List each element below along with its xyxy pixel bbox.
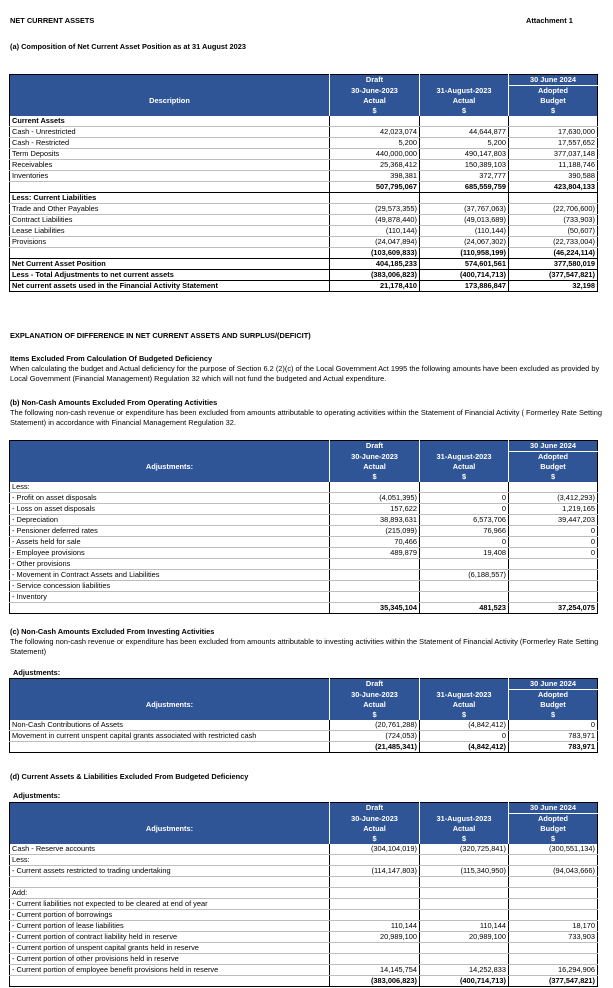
table-c-body (10, 720, 598, 753)
hdr-draft: Draft (330, 441, 420, 452)
row-value (509, 888, 598, 899)
row-value: 37,254,075 (509, 603, 598, 614)
hdr-actual1: Actual (330, 462, 420, 472)
table-row (10, 921, 598, 932)
table-row (10, 559, 598, 570)
hdr-actual2: Actual (420, 462, 509, 472)
row-value: (400,714,713) (420, 976, 509, 987)
row-value (330, 559, 420, 570)
row-value (420, 910, 509, 921)
section-c-adjustments-label: Adjustments: (13, 668, 61, 677)
row-value: (377,547,821) (509, 270, 598, 281)
table-b-header (10, 441, 598, 483)
row-label: - Pensioner deferred rates (10, 526, 330, 537)
table-row (10, 149, 598, 160)
attachment-label: Attachment 1 (526, 16, 573, 25)
row-value (330, 482, 420, 493)
table-row (10, 281, 598, 292)
hdr-col3: 30 June 2024 (509, 75, 598, 86)
row-value (330, 570, 420, 581)
row-value: 110,144 (420, 921, 509, 932)
row-label: - Other provisions (10, 559, 330, 570)
row-label: - Current liabilities not expected to be cleared at end of year (10, 899, 330, 910)
row-value (420, 899, 509, 910)
row-label: Cash - Reserve accounts (10, 844, 330, 855)
table-row (10, 237, 598, 248)
row-value: 490,147,803 (420, 149, 509, 160)
hdr-budget: Budget (509, 96, 598, 106)
hdr-col3: 30 June 2024 (509, 441, 598, 452)
row-label: - Assets held for sale (10, 537, 330, 548)
hdr-budget: Budget (509, 700, 598, 710)
table-row (10, 742, 598, 753)
hdr-draft: Draft (330, 803, 420, 814)
row-label (10, 248, 330, 259)
row-value: (49,013,689) (420, 215, 509, 226)
hdr-col2: 31-August-2023 (420, 452, 509, 463)
row-value: 0 (420, 493, 509, 504)
table-b-body (10, 482, 598, 614)
row-label: - Current portion of other provisions held in reserve (10, 954, 330, 965)
section-c-heading: (c) Non-Cash Amounts Excluded From Investing Activities (10, 627, 215, 636)
row-value (420, 888, 509, 899)
row-value (330, 592, 420, 603)
row-value: (29,573,355) (330, 204, 420, 215)
table-operating-adjustments (9, 440, 598, 614)
hdr-actual2: Actual (420, 96, 509, 106)
table-row (10, 226, 598, 237)
row-value: 0 (509, 537, 598, 548)
table-net-current-assets (9, 74, 598, 292)
row-value: 110,144 (330, 921, 420, 932)
table-a-body (10, 116, 598, 292)
hdr-adopted: Adopted (509, 690, 598, 701)
row-label: Current Assets (10, 116, 330, 127)
row-value: 377,580,019 (509, 259, 598, 270)
items-excluded-heading: Items Excluded From Calculation Of Budgeted Deficiency (10, 354, 213, 363)
hdr-col1: 30-June-2023 (330, 86, 420, 97)
row-value: 783,971 (509, 731, 598, 742)
hdr-draft: Draft (330, 679, 420, 690)
hdr-draft: Draft (330, 75, 420, 86)
hdr-adjustments: Adjustments: (10, 824, 330, 834)
row-value: 20,989,100 (330, 932, 420, 943)
table-row (10, 270, 598, 281)
row-value: 44,644,877 (420, 127, 509, 138)
hdr-col1: 30-June-2023 (330, 452, 420, 463)
row-value (420, 855, 509, 866)
table-row (10, 592, 598, 603)
row-value: 17,630,000 (509, 127, 598, 138)
row-value: (377,547,821) (509, 976, 598, 987)
row-label: Lease Liabilities (10, 226, 330, 237)
hdr-dollar3: $ (509, 834, 598, 844)
row-label: Receivables (10, 160, 330, 171)
row-label: - Profit on asset disposals (10, 493, 330, 504)
row-label: - Depreciation (10, 515, 330, 526)
row-value: 173,886,847 (420, 281, 509, 292)
row-value: 377,037,148 (509, 149, 598, 160)
row-value: 398,381 (330, 171, 420, 182)
row-value: (46,224,114) (509, 248, 598, 259)
row-value: (24,047,894) (330, 237, 420, 248)
table-investing-adjustments (9, 678, 598, 753)
row-value: 685,559,759 (420, 182, 509, 193)
hdr-dollar1: $ (330, 834, 420, 844)
row-value (330, 899, 420, 910)
row-value: (24,067,302) (420, 237, 509, 248)
row-value: 20,989,100 (420, 932, 509, 943)
row-value (509, 899, 598, 910)
row-value: (110,144) (420, 226, 509, 237)
hdr-actual2: Actual (420, 700, 509, 710)
row-label: - Loss on asset disposals (10, 504, 330, 515)
page-title: NET CURRENT ASSETS (10, 16, 95, 25)
row-value: 440,000,000 (330, 149, 420, 160)
row-value (509, 559, 598, 570)
hdr-col2: 31-August-2023 (420, 86, 509, 97)
hdr-dollar2: $ (420, 472, 509, 482)
row-value (509, 855, 598, 866)
row-label: - Current assets restricted to trading undertaking (10, 866, 330, 877)
row-value: (22,733,004) (509, 237, 598, 248)
hdr-budget: Budget (509, 824, 598, 834)
row-value: (114,147,803) (330, 866, 420, 877)
row-label (10, 603, 330, 614)
row-label: - Current portion of lease liabilities (10, 921, 330, 932)
row-value: 783,971 (509, 742, 598, 753)
row-value: 150,389,103 (420, 160, 509, 171)
hdr-dollar3: $ (509, 710, 598, 720)
row-label: - Current portion of borrowings (10, 910, 330, 921)
row-value: (22,706,600) (509, 204, 598, 215)
table-row (10, 127, 598, 138)
hdr-adjustments: Adjustments: (10, 462, 330, 472)
hdr-dollar1: $ (330, 472, 420, 482)
row-value: (49,878,440) (330, 215, 420, 226)
table-row (10, 976, 598, 987)
hdr-adopted: Adopted (509, 814, 598, 825)
row-label: - Current portion of unspent capital grants held in reserve (10, 943, 330, 954)
row-value (509, 581, 598, 592)
hdr-dollar1: $ (330, 710, 420, 720)
row-label (10, 742, 330, 753)
section-a-heading: (a) Composition of Net Current Asset Position as at 31 August 2023 (10, 42, 246, 51)
row-value (509, 877, 598, 888)
row-label: - Current portion of employee benefit provisions held in reserve (10, 965, 330, 976)
row-value (330, 877, 420, 888)
row-value: (383,006,823) (330, 976, 420, 987)
hdr-col3: 30 June 2024 (509, 679, 598, 690)
row-value (420, 559, 509, 570)
hdr-dollar2: $ (420, 710, 509, 720)
table-row (10, 537, 598, 548)
row-value: 39,447,203 (509, 515, 598, 526)
row-value (420, 877, 509, 888)
row-value: 0 (509, 720, 598, 731)
row-value (509, 943, 598, 954)
table-row (10, 504, 598, 515)
row-value (420, 954, 509, 965)
row-value: (383,006,823) (330, 270, 420, 281)
hdr-dollar2: $ (420, 106, 509, 116)
row-value: (110,144) (330, 226, 420, 237)
row-value (420, 943, 509, 954)
table-c-header (10, 679, 598, 721)
table-row (10, 932, 598, 943)
hdr-actual1: Actual (330, 824, 420, 834)
hdr-col2: 31-August-2023 (420, 814, 509, 825)
hdr-actual1: Actual (330, 700, 420, 710)
row-label: Net current assets used in the Financial Activity Statement (10, 281, 330, 292)
row-value: (724,053) (330, 731, 420, 742)
table-row (10, 138, 598, 149)
row-value: 574,601,561 (420, 259, 509, 270)
row-value: (3,412,293) (509, 493, 598, 504)
row-value (509, 570, 598, 581)
row-value: (733,903) (509, 215, 598, 226)
row-value: 157,622 (330, 504, 420, 515)
row-label: Cash - Unrestricted (10, 127, 330, 138)
row-label: Term Deposits (10, 149, 330, 160)
row-value: 5,200 (330, 138, 420, 149)
row-value: 25,368,412 (330, 160, 420, 171)
table-row (10, 877, 598, 888)
row-value: (4,842,412) (420, 720, 509, 731)
row-value: 423,804,133 (509, 182, 598, 193)
row-value: 0 (420, 731, 509, 742)
row-label: - Movement in Contract Assets and Liabilities (10, 570, 330, 581)
table-row (10, 171, 598, 182)
row-value: (320,725,841) (420, 844, 509, 855)
row-value: 489,879 (330, 548, 420, 559)
row-value: 1,219,165 (509, 504, 598, 515)
hdr-col2: 31-August-2023 (420, 690, 509, 701)
table-row (10, 855, 598, 866)
row-value (330, 193, 420, 204)
table-row (10, 204, 598, 215)
row-value: 42,023,074 (330, 127, 420, 138)
row-label: - Current portion of contract liability held in reserve (10, 932, 330, 943)
table-a-header (10, 75, 598, 117)
row-label: Cash - Restricted (10, 138, 330, 149)
row-value: 5,200 (420, 138, 509, 149)
table-row (10, 943, 598, 954)
row-value (330, 943, 420, 954)
row-value: (110,958,199) (420, 248, 509, 259)
row-value: 32,198 (509, 281, 598, 292)
row-value: (94,043,666) (509, 866, 598, 877)
table-d-body (10, 844, 598, 987)
row-label: - Inventory (10, 592, 330, 603)
hdr-adopted: Adopted (509, 452, 598, 463)
table-row (10, 720, 598, 731)
row-value: (115,340,950) (420, 866, 509, 877)
table-row (10, 160, 598, 171)
row-value: (6,188,557) (420, 570, 509, 581)
hdr-dollar3: $ (509, 106, 598, 116)
table-excluded-assets-liabilities (9, 802, 598, 987)
table-row (10, 259, 598, 270)
table-row (10, 548, 598, 559)
table-row (10, 248, 598, 259)
table-row (10, 888, 598, 899)
hdr-col3: 30 June 2024 (509, 803, 598, 814)
hdr-actual2: Actual (420, 824, 509, 834)
table-row (10, 731, 598, 742)
table-row (10, 603, 598, 614)
table-row (10, 515, 598, 526)
row-value: 0 (509, 548, 598, 559)
row-value (330, 855, 420, 866)
table-row (10, 866, 598, 877)
section-b-heading: (b) Non-Cash Amounts Excluded From Operating Activities (10, 398, 218, 407)
row-label: Add: (10, 888, 330, 899)
row-value: 390,588 (509, 171, 598, 182)
hdr-dollar2: $ (420, 834, 509, 844)
table-row (10, 116, 598, 127)
row-value: (215,099) (330, 526, 420, 537)
row-label (10, 182, 330, 193)
row-value: (304,104,019) (330, 844, 420, 855)
row-value: (300,551,134) (509, 844, 598, 855)
row-value: (4,051,395) (330, 493, 420, 504)
row-value: 0 (420, 504, 509, 515)
row-value: 372,777 (420, 171, 509, 182)
row-value: 38,893,631 (330, 515, 420, 526)
row-value (509, 910, 598, 921)
row-value: (103,609,833) (330, 248, 420, 259)
row-value (509, 482, 598, 493)
row-value: 16,294,906 (509, 965, 598, 976)
row-value (420, 592, 509, 603)
row-value (330, 116, 420, 127)
items-excluded-text: When calculating the budget and Actual deficiency for the purpose of Section 6.2 (2)(c) of the Local Government Act 1995 the following amounts have been excluded as provided by Local Government (Financial Management) Regulation 32 which will not fund the budgeted and Actual expenditure. (10, 364, 600, 383)
row-label: - Employee provisions (10, 548, 330, 559)
hdr-col1: 30-June-2023 (330, 690, 420, 701)
row-value (330, 954, 420, 965)
row-value (420, 482, 509, 493)
section-d-heading: (d) Current Assets & Liabilities Excluded From Budgeted Deficiency (10, 772, 249, 781)
row-value: 21,178,410 (330, 281, 420, 292)
table-row (10, 482, 598, 493)
row-value: 19,408 (420, 548, 509, 559)
row-label (10, 877, 330, 888)
row-label: Trade and Other Payables (10, 204, 330, 215)
hdr-description: Description (10, 96, 330, 106)
hdr-actual1: Actual (330, 96, 420, 106)
row-value: (4,842,412) (420, 742, 509, 753)
row-value: 507,795,067 (330, 182, 420, 193)
section-d-adjustments-label: Adjustments: (13, 791, 61, 800)
row-label: Non-Cash Contributions of Assets (10, 720, 330, 731)
row-label: Less: Current Liabilities (10, 193, 330, 204)
section-b-text: The following non-cash revenue or expenditure has been excluded from amounts attributable to operating activities within the Statement of Financial Activity ( Formerley Rate Setting Statement) in accordance with Financial Management Regulation 32. (10, 408, 602, 427)
row-value (509, 592, 598, 603)
table-d-header (10, 803, 598, 845)
row-label: - Service concession liabilities (10, 581, 330, 592)
hdr-dollar1: $ (330, 106, 420, 116)
row-value (420, 193, 509, 204)
row-value (330, 581, 420, 592)
row-value: 0 (509, 526, 598, 537)
row-value: (400,714,713) (420, 270, 509, 281)
row-value (509, 954, 598, 965)
section-c-text: The following non-cash revenue or expenditure has been excluded from amounts attributable to investing activities within the Statement of Financial Activity (Formerley Rate Setting Statement) (10, 637, 599, 656)
row-value (509, 193, 598, 204)
row-value (330, 888, 420, 899)
row-value: (37,767,063) (420, 204, 509, 215)
row-value: 14,145,754 (330, 965, 420, 976)
table-row (10, 182, 598, 193)
row-label (10, 976, 330, 987)
explanation-heading: EXPLANATION OF DIFFERENCE IN NET CURRENT ASSETS AND SURPLUS/(DEFICIT) (10, 331, 311, 340)
row-label: Less - Total Adjustments to net current assets (10, 270, 330, 281)
row-value: 76,966 (420, 526, 509, 537)
row-value: 11,188,746 (509, 160, 598, 171)
table-row (10, 899, 598, 910)
table-row (10, 965, 598, 976)
row-value: 404,185,233 (330, 259, 420, 270)
table-row (10, 493, 598, 504)
hdr-adjustments: Adjustments: (10, 700, 330, 710)
table-row (10, 193, 598, 204)
row-label: Contract Liabilities (10, 215, 330, 226)
row-value: (50,607) (509, 226, 598, 237)
row-value (420, 581, 509, 592)
row-label: Inventories (10, 171, 330, 182)
row-value: 0 (420, 537, 509, 548)
row-value (509, 116, 598, 127)
row-label: Net Current Asset Position (10, 259, 330, 270)
row-value (330, 910, 420, 921)
row-value: 17,557,652 (509, 138, 598, 149)
table-row (10, 581, 598, 592)
hdr-dollar3: $ (509, 472, 598, 482)
table-row (10, 954, 598, 965)
row-value: 481,523 (420, 603, 509, 614)
row-value: 35,345,104 (330, 603, 420, 614)
table-row (10, 526, 598, 537)
row-value: 6,573,706 (420, 515, 509, 526)
table-row (10, 844, 598, 855)
row-label: Provisions (10, 237, 330, 248)
row-value (420, 116, 509, 127)
row-value: (21,485,341) (330, 742, 420, 753)
row-label: Less: (10, 855, 330, 866)
row-value: 18,170 (509, 921, 598, 932)
row-label: Movement in current unspent capital grants associated with restricted cash (10, 731, 330, 742)
row-label: Less: (10, 482, 330, 493)
table-row (10, 910, 598, 921)
row-value: 14,252,833 (420, 965, 509, 976)
hdr-adopted: Adopted (509, 86, 598, 97)
table-row (10, 215, 598, 226)
row-value: 733,903 (509, 932, 598, 943)
row-value: 70,466 (330, 537, 420, 548)
table-row (10, 570, 598, 581)
hdr-budget: Budget (509, 462, 598, 472)
hdr-col1: 30-June-2023 (330, 814, 420, 825)
row-value: (20,761,288) (330, 720, 420, 731)
